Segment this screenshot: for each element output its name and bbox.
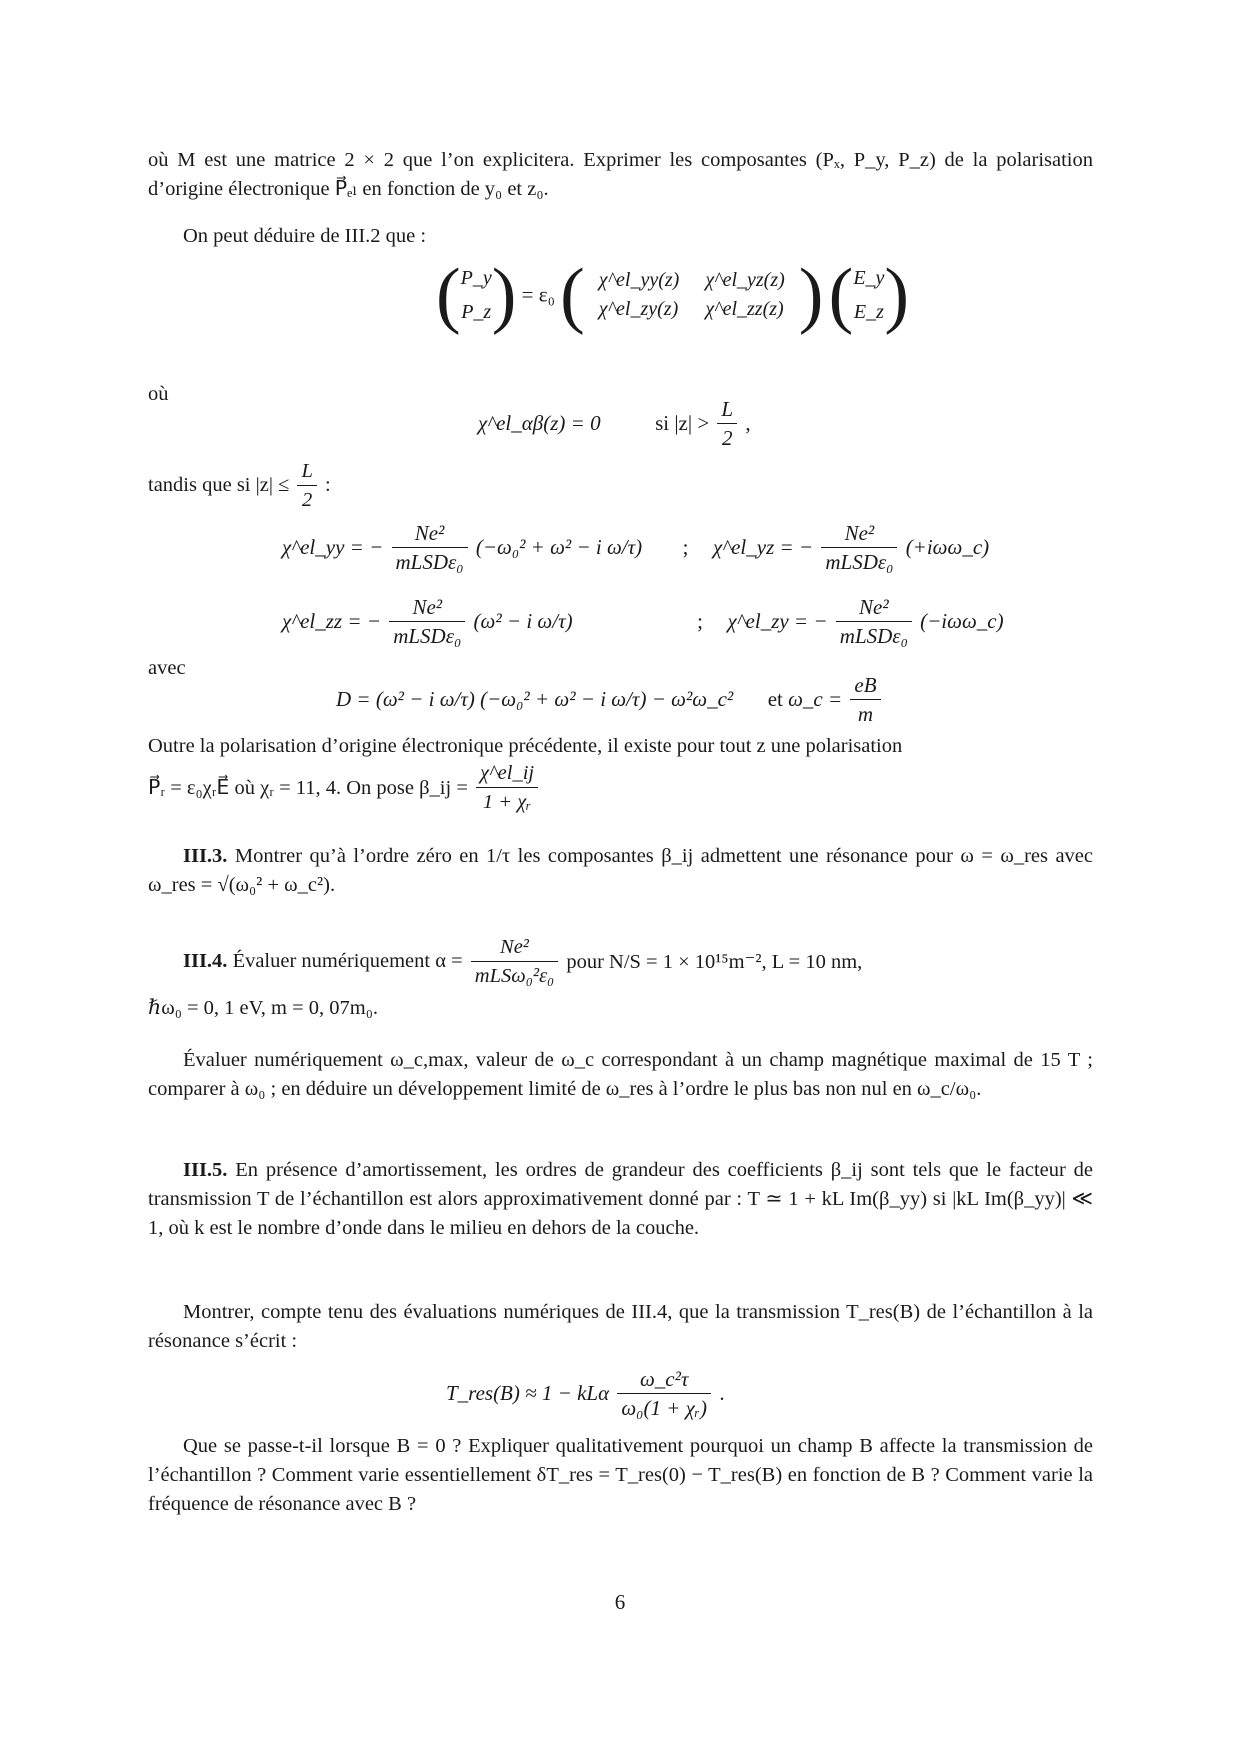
D-body: (ω² − i ω/τ) (−ω₀² + ω² − i ω/τ) − ω²ω_c²	[375, 687, 734, 711]
vec-p-z: P_z	[461, 301, 492, 323]
chi-matrix	[585, 265, 799, 325]
question-III-5	[148, 1156, 1093, 1243]
question-III-3	[148, 842, 1093, 900]
chi-zero-tail: ,	[745, 411, 751, 435]
chi-yy-num: Ne²	[392, 520, 468, 548]
matrix-m12: χ^el_yz(z)	[705, 269, 785, 291]
beta-def-den: 1 + χᵣ	[482, 791, 532, 813]
chi-yz-num: Ne²	[821, 520, 897, 548]
tandis-tail: :	[324, 474, 331, 496]
T-res-den: ω₀(1 + χᵣ)	[621, 1396, 708, 1420]
paragraph-deduce: On peut déduire de III.2 que :	[183, 225, 427, 247]
matrix-m11: χ^el_yy(z)	[598, 269, 680, 291]
chi-zz-num: Ne²	[389, 594, 465, 622]
chi-zz-paren: (ω² − i ω/τ)	[473, 609, 573, 633]
equation-polarisation-matrix: ( P_y P_z ) = ε₀ ( χ^el_yy(z) χ^el_yz(z) χ^el_zy(z) χ^el_zz(z) ) ( E_y E_z )	[436, 254, 910, 336]
paragraph-wc-max: Évaluer numériquement ω_c,max, valeur de ω_c correspondant à un champ magnétique maximal de 15 T ; comparer à ω₀ ; en déduire un développement limité de ω_res à l’ordre le plus bas non nul en ω_c/ω₀.	[148, 1049, 1093, 1100]
vec-p-y: P_y	[460, 267, 492, 289]
vec-e-y: E_y	[853, 267, 885, 289]
equation-D	[336, 672, 884, 727]
chi-row2-sep: ;	[697, 609, 703, 633]
tandis-den: 2	[302, 489, 313, 511]
q34-text-b: pour N/S = 1 × 10¹⁵m⁻², L = 10 nm,	[566, 951, 863, 973]
q35-label: III.5.	[183, 1159, 228, 1181]
matrix-m21: χ^el_zy(z)	[598, 298, 679, 320]
tandis-num: L	[297, 458, 316, 486]
q34-alpha-den: mLSω₀²ε₀	[474, 965, 555, 987]
q34-label: III.4.	[183, 950, 228, 972]
chi-yz-lhs: χ^el_yz = −	[713, 535, 814, 559]
tandis-text: tandis que si |z| ≤	[148, 474, 290, 496]
paragraph-polarisation-r-line1: Outre la polarisation d’origine électronique précédente, il existe pour tout z une polarisation	[148, 735, 903, 757]
chi-zero-num: L	[717, 396, 737, 424]
page-number: 6	[614, 1590, 626, 1614]
D-wc-den: m	[857, 702, 874, 726]
D-wc-num: eB	[850, 672, 880, 700]
label-avec: avec	[148, 657, 186, 679]
chi-row1-sep: ;	[682, 535, 689, 559]
chi-zz-den: mLSDε₀	[393, 624, 462, 648]
paragraph-polarisation-r-line2	[148, 760, 541, 815]
chi-yz-paren: (+iωω_c)	[905, 535, 990, 559]
T-res-num: ω_c²τ	[617, 1366, 711, 1394]
q34-text-a: Évaluer numériquement α =	[232, 950, 463, 972]
q33-label: III.3.	[183, 845, 228, 867]
matrix-m22: χ^el_zz(z)	[705, 298, 784, 320]
question-III-4-line2: ℏω₀ = 0, 1 eV, m = 0, 07m₀.	[148, 997, 379, 1019]
label-ou: où	[148, 383, 169, 405]
chi-zero-cond: si |z| >	[655, 411, 710, 435]
D-wc: ω_c =	[788, 687, 843, 711]
paragraph-transmission: Montrer, compte tenu des évaluations numériques de III.4, que la transmission T_res(B) de l’échantillon à la résonance s’écrit :	[148, 1301, 1093, 1352]
chi-yy-paren: (−ω₀² + ω² − i ω/τ)	[475, 535, 643, 559]
paragraph-intro: où M est une matrice 2 × 2 que l’on explicitera. Exprimer les composantes (Pₓ, P_y, P_z) de la polarisation d’origine électronique P⃗ₑₗ en fonction de y₀ et z₀.	[148, 149, 1093, 200]
line-tandis	[148, 458, 331, 513]
chi-zy-paren: (−iωω_c)	[920, 609, 1004, 633]
D-lhs: D =	[336, 687, 371, 711]
beta-def-text: P⃗ᵣ = ε₀χᵣE⃗ où χᵣ = 11, 4. On pose β_ij =	[148, 777, 468, 799]
q35-text: En présence d’amortissement, les ordres de grandeur des coefficients β_ij sont tels que le facteur de transmission T de l’échantillon est alors approximativement donné par : T ≃ 1 + kL Im(β_yy) si |kL Im(β_yy)| ≪ 1, où k est le nombre d’onde dans le milieu en dehors de la couche.	[148, 1159, 1093, 1239]
T-res-tail: .	[719, 1381, 725, 1405]
chi-zy-den: mLSDε₀	[839, 624, 908, 648]
chi-yy-den: mLSDε₀	[395, 550, 464, 574]
q33-text: Montrer qu’à l’ordre zéro en 1/τ les composantes β_ij admettent une résonance pour ω = ω_res avec ω_res = √(ω₀² + ω_c²).	[148, 845, 1093, 896]
equation-T-res	[446, 1366, 725, 1421]
T-res-lhs: T_res(B) ≈ 1 − kLα	[446, 1381, 610, 1405]
eq-equals-eps: = ε₀	[521, 282, 555, 307]
chi-zy-num: Ne²	[836, 594, 912, 622]
chi-yz-den: mLSDε₀	[825, 550, 894, 574]
D-et: et	[767, 687, 783, 711]
chi-zero-lhs: χ^el_αβ(z) = 0	[478, 411, 601, 435]
chi-zy-lhs: χ^el_zy = −	[727, 609, 828, 633]
question-III-4-line1	[183, 934, 862, 989]
chi-zero-den: 2	[722, 426, 733, 450]
paragraph-questions-B: Que se passe-t-il lorsque B = 0 ? Expliquer qualitativement pourquoi un champ B affecte la transmission de l’échantillon ? Comment varie essentiellement δT_res = T_res(0) − T_res(B) en fonction de B ? Comment varie la fréquence de résonance avec B ?	[148, 1435, 1093, 1515]
chi-zz-lhs: χ^el_zz = −	[282, 609, 381, 633]
chi-yy-lhs: χ^el_yy = −	[282, 535, 384, 559]
equation-chi-row2	[282, 594, 1004, 649]
equation-chi-row1	[282, 520, 989, 575]
beta-def-num: χ^el_ij	[476, 760, 538, 788]
vec-e-z: E_z	[853, 301, 884, 323]
q34-alpha-num: Ne²	[471, 934, 558, 962]
equation-chi-zero	[478, 396, 751, 451]
